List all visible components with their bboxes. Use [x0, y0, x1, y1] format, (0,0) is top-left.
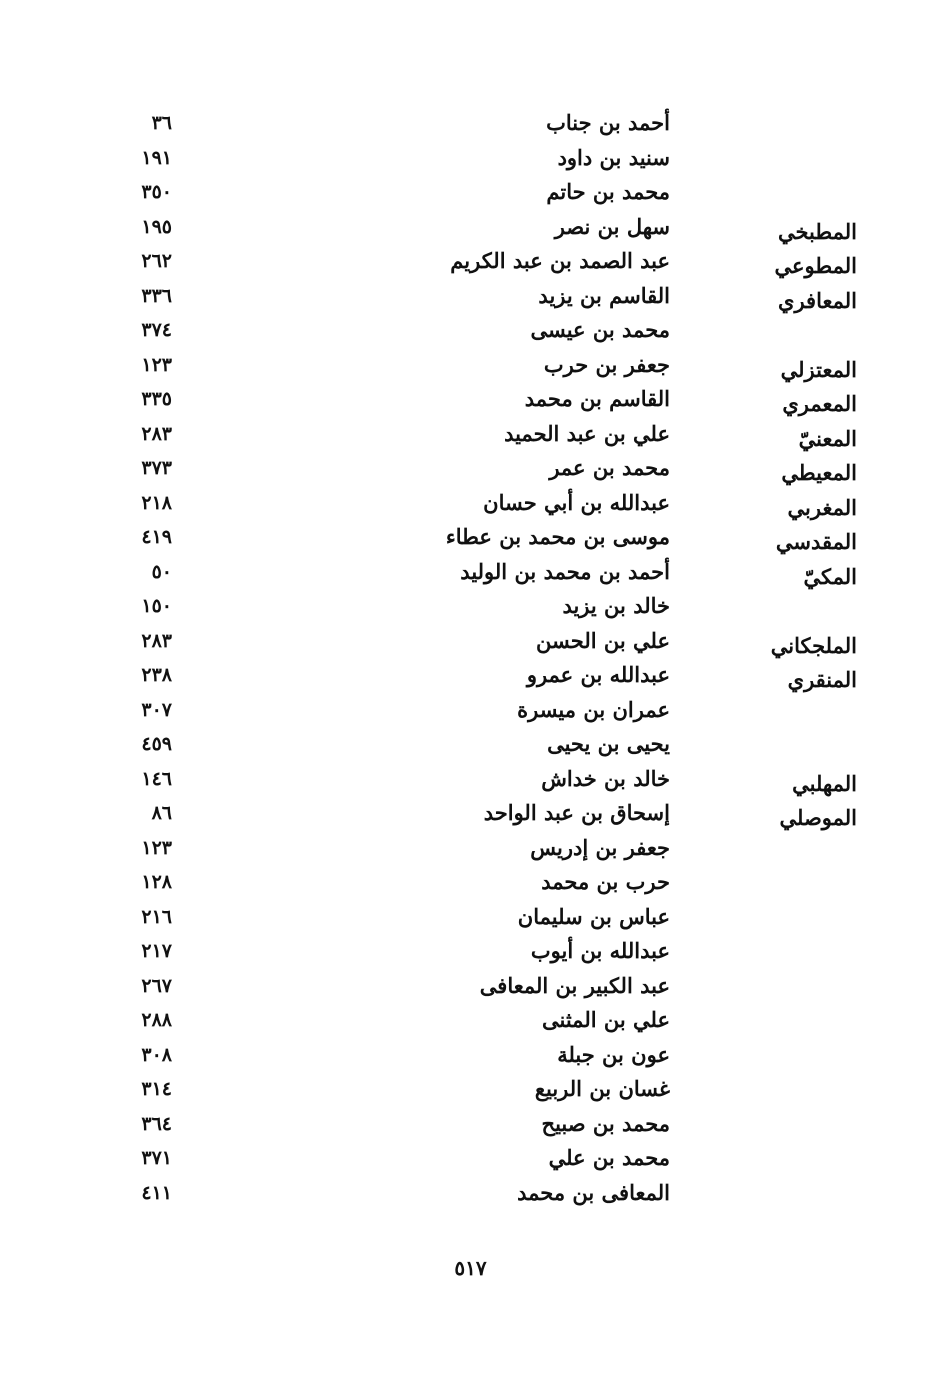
entry-name: حرب بن محمد: [541, 869, 670, 894]
page-number: ٥١٧: [454, 1256, 487, 1280]
entry-page-ref: ٢١٧: [141, 940, 172, 962]
index-entry: [0, 1003, 941, 1037]
entry-page-ref: ٢٦٢: [141, 250, 172, 272]
entry-page-ref: ١٢٣: [141, 354, 172, 376]
index-entry: [0, 831, 941, 865]
index-entry: [0, 589, 941, 623]
entry-page-ref: ٤١١: [141, 1182, 172, 1204]
index-entry: [0, 1038, 941, 1072]
index-entry: [0, 934, 941, 968]
entry-page-ref: ٣٥٠: [141, 181, 172, 203]
entry-page-ref: ٣٧٣: [141, 457, 172, 479]
entry-nisba: المعنيّ: [798, 426, 857, 451]
index-entry: [0, 1176, 941, 1210]
entry-nisba: الموصلي: [779, 805, 857, 830]
index-entry: [0, 1141, 941, 1175]
entry-page-ref: ١٢٨: [141, 871, 172, 893]
entry-page-ref: ٣٦: [151, 112, 172, 134]
entry-page-ref: ٢٨٨: [141, 1009, 172, 1031]
entry-nisba: المغربي: [787, 495, 857, 520]
entry-name: يحيى بن يحيى: [547, 731, 670, 756]
entry-page-ref: ٣٧١: [141, 1147, 172, 1169]
index-entry: [0, 693, 941, 727]
entry-name: إسحاق بن عبد الواحد: [483, 800, 670, 825]
entry-name: علي بن الحسن: [536, 628, 670, 653]
entry-nisba: المعمري: [782, 391, 857, 416]
entry-nisba: المعافري: [778, 288, 857, 313]
entry-page-ref: ١٤٦: [141, 768, 172, 790]
entry-page-ref: ٣٣٦: [141, 285, 172, 307]
entry-name: عمران بن ميسرة: [517, 697, 670, 722]
index-entry: [0, 175, 941, 209]
entry-name: عبدالله بن أيوب: [530, 938, 670, 963]
entry-name: علي بن المثنى: [542, 1007, 670, 1032]
entry-page-ref: ٣٠٧: [141, 699, 172, 721]
entry-page-ref: ٣٧٤: [141, 319, 172, 341]
entry-name: سنيد بن داود: [557, 145, 670, 170]
entry-name: خالد بن يزيد: [562, 593, 670, 618]
entry-name: عون بن جبلة: [557, 1042, 670, 1067]
entry-name: أحمد بن جناب: [546, 110, 670, 135]
entry-page-ref: ٤٥٩: [141, 733, 172, 755]
index-entry: [0, 141, 941, 175]
entry-page-ref: ٢١٨: [141, 492, 172, 514]
entry-name: موسى بن محمد بن عطاء: [445, 524, 670, 549]
entry-page-ref: ٤١٩: [141, 526, 172, 548]
index-entry: [0, 348, 941, 382]
index-entry: [0, 210, 941, 244]
index-entry: [0, 865, 941, 899]
index-entry: [0, 417, 941, 451]
entry-page-ref: ٨٦: [151, 802, 172, 824]
index-entry: [0, 313, 941, 347]
entry-nisba: المطبخي: [778, 219, 857, 244]
index-entry: [0, 520, 941, 554]
entry-name: محمد بن حاتم: [546, 179, 670, 204]
entry-page-ref: ٢٦٧: [141, 975, 172, 997]
entry-page-ref: ١٥٠: [141, 595, 172, 617]
entry-name: عبدالله بن أبي حسان: [483, 490, 670, 515]
entry-name: محمد بن عمر: [549, 455, 670, 480]
entry-page-ref: ٣٠٨: [141, 1044, 172, 1066]
entry-page-ref: ٣٣٥: [141, 388, 172, 410]
entry-page-ref: ٥٠: [151, 561, 172, 583]
entry-page-ref: ١٩٥: [141, 216, 172, 238]
entry-page-ref: ١٢٣: [141, 837, 172, 859]
entry-name: عبد الصمد بن عبد الكريم: [450, 248, 670, 273]
index-entry: [0, 762, 941, 796]
entry-name: القاسم بن محمد: [524, 386, 670, 411]
index-entry: [0, 796, 941, 830]
entry-name: عبدالله بن عمرو: [526, 662, 670, 687]
index-entry: [0, 106, 941, 140]
index-entry: [0, 555, 941, 589]
entry-nisba: المقدسي: [775, 529, 857, 554]
index-entry: [0, 244, 941, 278]
entry-nisba: المعيطي: [781, 460, 857, 485]
index-entry: [0, 624, 941, 658]
index-entry: [0, 900, 941, 934]
entry-name: جعفر بن حرب: [543, 352, 670, 377]
entry-name: محمد بن علي: [548, 1145, 670, 1170]
entry-page-ref: ٣١٤: [141, 1078, 172, 1100]
entry-nisba: الملجكاني: [770, 633, 857, 658]
index-entry: [0, 486, 941, 520]
entry-nisba: المهلبي: [792, 771, 857, 796]
entry-name: أحمد بن محمد بن الوليد: [460, 559, 670, 584]
entry-name: عباس بن سليمان: [517, 904, 670, 929]
index-entry: [0, 1107, 941, 1141]
entry-name: جعفر بن إدريس: [530, 835, 670, 860]
entry-name: سهل بن نصر: [554, 214, 670, 239]
entry-name: محمد بن عيسى: [530, 317, 670, 342]
entry-page-ref: ٢٣٨: [141, 664, 172, 686]
entry-page-ref: ٢٨٣: [141, 423, 172, 445]
index-entry: [0, 658, 941, 692]
index-entry: [0, 1072, 941, 1106]
entry-page-ref: ٢١٦: [141, 906, 172, 928]
entry-name: عبد الكبير بن المعافى: [479, 973, 670, 998]
entry-name: محمد بن صبيح: [541, 1111, 670, 1136]
index-entry: [0, 969, 941, 1003]
index-entry: [0, 727, 941, 761]
index-entry: [0, 279, 941, 313]
entry-name: المعافى بن محمد: [517, 1180, 670, 1205]
entry-name: غسان بن الربيع: [534, 1076, 670, 1101]
entry-nisba: المكيّ: [803, 564, 857, 589]
entry-page-ref: ٣٦٤: [141, 1113, 172, 1135]
index-entry: [0, 451, 941, 485]
entry-nisba: المنقري: [787, 667, 857, 692]
entry-nisba: المطوعي: [774, 253, 857, 278]
entry-page-ref: ١٩١: [141, 147, 172, 169]
entry-name: علي بن عبد الحميد: [504, 421, 670, 446]
entry-name: القاسم بن يزيد: [538, 283, 670, 308]
index-entry: [0, 382, 941, 416]
entry-name: خالد بن خداش: [541, 766, 670, 791]
entry-page-ref: ٢٨٣: [141, 630, 172, 652]
entry-nisba: المعتزلي: [780, 357, 857, 382]
